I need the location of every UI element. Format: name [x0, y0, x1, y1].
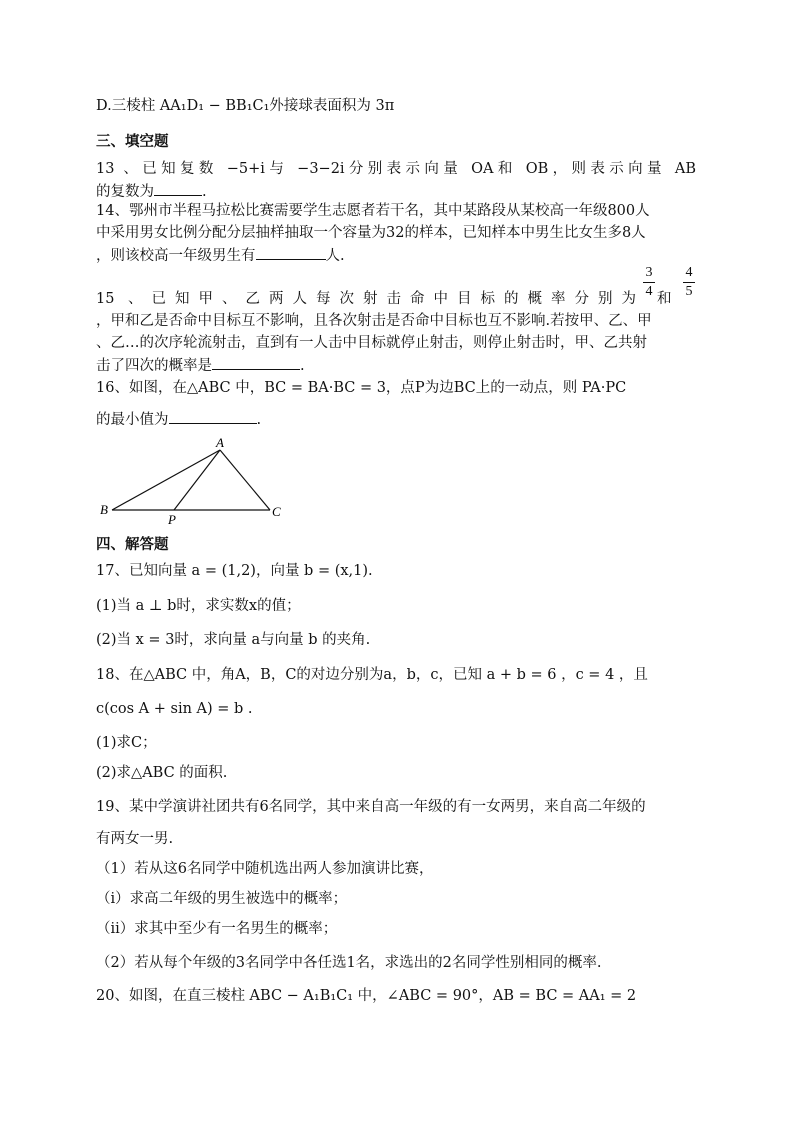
- question-16-line-2: [96, 409, 261, 430]
- segment-ba: [112, 450, 220, 510]
- period: .: [300, 358, 305, 374]
- answer-blank: [169, 409, 257, 424]
- answer-blank: [256, 245, 326, 260]
- question-15-line-1: 15 、已知甲、乙两人每次射击命中目标的概率分别为: [96, 291, 636, 307]
- answer-blank: [154, 181, 202, 196]
- question-16-text: 的最小值为: [96, 412, 169, 428]
- question-17-part-2: (2)当 x = 3时，求向量 a与向量 b 的夹角.: [96, 632, 371, 648]
- question-15-text: 击了四次的概率是: [96, 358, 212, 374]
- fraction-4-5: 4 5: [683, 265, 695, 300]
- question-14-end: 人.: [325, 248, 345, 264]
- period: .: [256, 412, 262, 428]
- question-13-line-1: 13 、已知复数 −5+i与 −3−2i分别表示向量 OA和 OB，则表示向量 AB: [96, 161, 696, 177]
- fraction-3-4: 3 4: [643, 265, 655, 300]
- period: .: [202, 184, 207, 200]
- question-16-line-1: 16、如图，在△ABC 中，BC = BA·BC = 3，点P为边BC上的一动点，则 PA·PC: [96, 380, 627, 396]
- fraction-bar: [683, 282, 695, 283]
- question-19-part-i: （i）求高二年级的男生被选中的概率；: [96, 891, 348, 907]
- section-3-heading: 三、填空题: [96, 133, 169, 150]
- question-14-line-1: 14、鄂州市半程马拉松比赛需要学生志愿者若干名，其中某路段从某校高一年级800人: [96, 203, 650, 219]
- question-15-and: 和: [657, 291, 672, 307]
- question-15-line-3: 、乙…的次序轮流射击，直到有一人击中目标就停止射击，则停止射击时，甲、乙共射: [96, 335, 647, 351]
- question-13-text: 的复数为: [96, 184, 154, 200]
- question-18-part-1: (1)求C；: [96, 735, 157, 751]
- segment-ap: [174, 450, 220, 510]
- question-20: 20、如图，在直三棱柱 ABC − A₁B₁C₁ 中，∠ABC = 90°，AB = BC = AA₁ = 2: [96, 988, 637, 1004]
- answer-blank: [212, 355, 300, 370]
- question-13-line-2: [96, 181, 207, 202]
- label-p: P: [168, 512, 176, 527]
- question-17-part-1: (1)当 a ⊥ b时，求实数x的值；: [96, 598, 301, 614]
- question-14-line-3: [96, 245, 345, 266]
- label-b: B: [100, 502, 108, 517]
- question-19-line-1: 19、某中学演讲社团共有6名同学，其中来自高一年级的有一女两男，来自高二年级的: [96, 799, 646, 815]
- question-18-part-2: (2)求△ABC 的面积.: [96, 765, 228, 781]
- question-19-part-1: （1）若从这6名同学中随机选出两人参加演讲比赛，: [96, 861, 434, 877]
- question-19-line-2: 有两女一男.: [96, 831, 174, 847]
- fraction-bar: [643, 282, 655, 283]
- question-14-text: ，则该校高一年级男生有: [96, 248, 256, 264]
- section-4-heading: 四、解答题: [96, 536, 169, 553]
- option-d: D.三棱柱 AA₁D₁ − BB₁C₁外接球表面积为 3π: [96, 98, 395, 114]
- question-15-line-2: ，甲和乙是否命中目标互不影响，且各次射击是否命中目标也互不影响.若按甲、乙、甲: [96, 313, 652, 329]
- label-a: A: [216, 435, 224, 450]
- segment-ac: [220, 450, 270, 510]
- question-19-part-2: （2）若从每个年级的3名同学中各任选1名，求选出的2名同学性别相同的概率.: [96, 955, 602, 971]
- label-c: C: [272, 504, 281, 519]
- triangle-figure: [96, 432, 296, 527]
- question-17: 17、已知向量 a = (1,2)，向量 b = (x,1).: [96, 563, 373, 579]
- question-18-condition: c(cos A + sin A) = b .: [96, 701, 253, 717]
- question-14-line-2: 中采用男女比例分配分层抽样抽取一个容量为32的样本，已知样本中男生比女生多8人: [96, 225, 646, 241]
- question-19-part-ii: （ii）求其中至少有一名男生的概率；: [96, 921, 338, 937]
- question-15-line-4: [96, 355, 305, 376]
- question-18: 18、在△ABC 中，角A，B，C的对边分别为a，b，c，已知 a + b = 6 ，c = 4 ，且: [96, 667, 648, 683]
